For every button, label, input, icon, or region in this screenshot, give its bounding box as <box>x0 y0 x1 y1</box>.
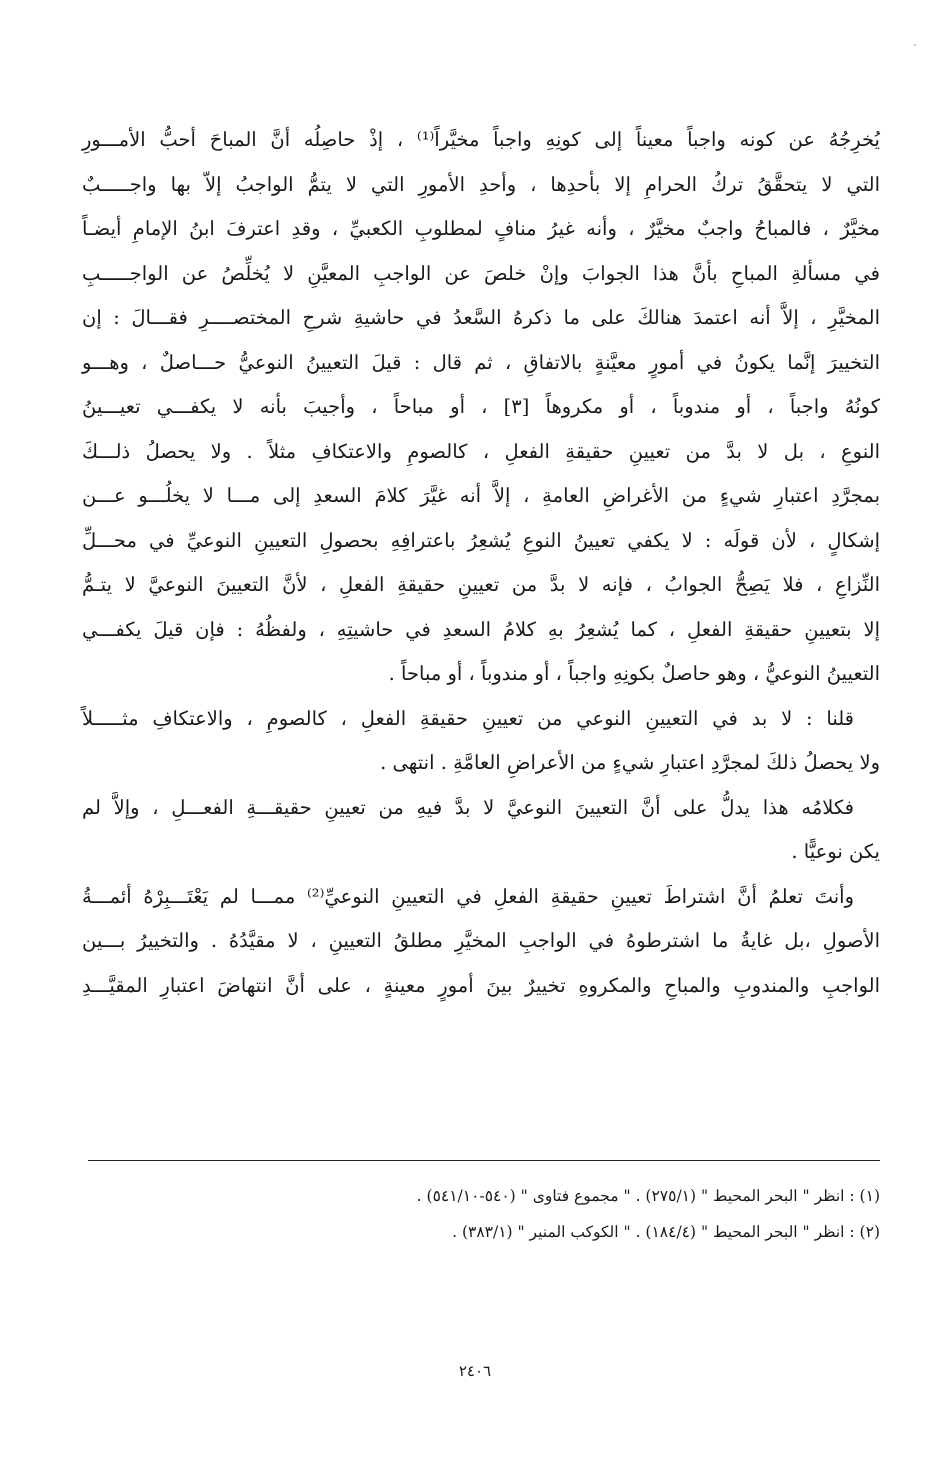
text-line: الواجبِ والمندوبِ والمباحِ والمكروهِ تخييرٌ بينَ أمورٍ معينةٍ ، على أنَّ انتهاضَ اعتبارِ المقيَّـــدِ <box>82 973 880 997</box>
text-line: كونُهُ واجباً ، أو مندوباً ، أو مكروهاً [٣] ، أو مباحاً ، وأجيبَ بأنه لا يكفـــي تعيـــينُ <box>82 395 880 418</box>
text-line: النوعِ ، بل لا بدَّ من تعيينِ حقيقةِ الفعلِ ، كالصومِ والاعتكافِ مثلاً . ولا يحصلُ ذلـــكَ <box>82 439 880 463</box>
text-line: ولا يحصلُ ذلكَ لمجرَّدِ اعتبارِ شيءٍ من الأعراضِ العامَّةِ . انتهى . <box>380 751 880 774</box>
text-line: في مسألةِ المباحِ بأنَّ هذا الجوابَ وإنْ خلصَ عن الواجبِ المعيَّنِ لا يُخلِّصُ عن الواجـــــبِ <box>82 261 880 285</box>
scan-speck <box>914 44 916 46</box>
text-line: مخيَّرٌ ، فالمباحُ واجبٌ مخيَّرٌ ، وأنه غيرُ منافٍ لمطلوبِ الكعبيِّ ، وقدِ اعترفَ ابنُ الإمامِ أيضـاً <box>82 217 880 240</box>
text-line: التعيينُ النوعيُّ ، وهو حاصلٌ بكونِهِ واجباً ، أو مندوباً ، أو مباحاً . <box>388 662 880 685</box>
text-line: بمجرَّدِ اعتبارِ شيءٍ من الأغراضِ العامةِ ، إلاَّ أنه غيَّرَ كلامَ السعدِ إلى مـــا لا يخلُـــو عـــن <box>82 484 880 507</box>
footnote-1: (١) : انظر " البحر المحيط " (٢٧٥/١) . " مجموع فتاوى " (٥٤٠-٥٤١/١٠) . <box>416 1187 880 1205</box>
text-line: قلنا : لا بد في التعيينِ النوعي من تعيينِ حقيقةِ الفعلِ ، كالصومِ ، والاعتكافِ مثـــــلاً <box>82 706 854 730</box>
text-line: إشكالٍ ، لأن قولَه : لا يكفي تعيينُ النوعِ يُشعِرُ باعترافِهِ بحصولِ التعيينِ النوعيِّ في محـــلِّ <box>82 528 880 552</box>
text-line: المخيَّرِ ، إلاَّ أنه اعتمدَ هنالكَ على ما ذكرهُ السَّعدُ في حاشيةِ شرحِ المختصــــرِ فقـــالَ : إن <box>82 306 880 329</box>
footnote-2: (٢) : انظر " البحر المحيط " (١٨٤/٤) . " الكوكب المنير " (٣٨٣/١) . <box>452 1223 880 1241</box>
page-number: ٢٤٠٦ <box>458 1362 492 1380</box>
footnote-separator <box>88 1160 880 1161</box>
text-line: إلا بتعيينِ حقيقةِ الفعلِ ، كما يُشعِرُ بهِ كلامُ السعدِ في حاشيتِهِ ، ولفظُهُ : فإن قيلَ يكفـــي <box>82 617 880 641</box>
text-line: يكن نوعيًّا . <box>791 840 880 863</box>
text-line: الأصولِ ،بل غايةُ ما اشترطوهُ في الواجبِ المخيَّرِ مطلقُ التعيينِ ، لا مقيَّدُهُ . والتخييرُ بـــين <box>82 929 880 952</box>
text-line: يُخرِجُهُ عن كونه واجباً معيناً إلى كونِهِ واجباً مخيَّراً⁽¹⁾ ، إذْ حاصِلُه أنَّ المباحَ أحبُّ الأمـــورِ <box>82 128 880 151</box>
text-line: التخييرَ إنَّما يكونُ في أمورٍ معيَّنةٍ بالاتفاقِ ، ثم قال : قيلَ التعيينُ النوعيُّ حـــاصلٌ ، وهـــو <box>82 350 880 374</box>
footnotes <box>90 1178 880 1250</box>
text-line: التي لا يتحقَّقُ تركُ الحرامِ إلا بأحدِها ، وأحدِ الأمورِ التي لا يتمُّ الواجبُ إلاّ بها واجـــــبٌ <box>82 172 880 196</box>
main-text <box>82 118 880 1008</box>
text-line: فكلامُه هذا يدلُّ على أنَّ التعيينَ النوعيَّ لا بدَّ فيهِ من تعيينِ حقيقـــةِ الفعـــلِ ، وإلاَّ لم <box>82 795 854 819</box>
text-line: النِّزاعِ ، فلا يَصِحُّ الجوابُ ، فإنه لا بدَّ من تعيينِ حقيقةِ الفعلِ ، لأنَّ التعيينَ النوعيَّ لا يتـمُّ <box>82 573 880 596</box>
text-line: وأنتَ تعلمُ أنَّ اشتراطَ تعيينِ حقيقةِ الفعلِ في التعيينِ النوعيِّ⁽²⁾ ممـــا لم يَعْتَـــبِرْهُ أئمـــةُ <box>82 884 855 908</box>
